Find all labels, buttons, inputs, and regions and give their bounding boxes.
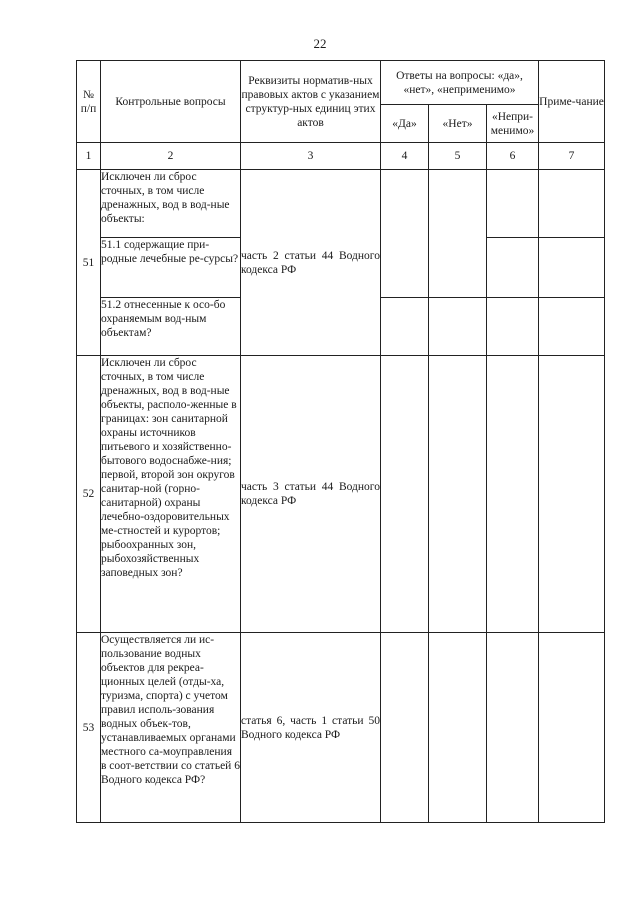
answer-yes-cell[interactable] [381,170,429,298]
subquestion-text: 51.1 содержащие при-родные лечебные ре-сурсы? [101,238,241,298]
subquestion-text: 51.2 отнесенные к осо-бо охраняемым вод-ным объектам? [101,298,241,356]
answer-yes-cell[interactable] [381,633,429,823]
column-number: 2 [101,143,241,170]
row-number: 52 [77,356,101,633]
legal-act-reference: статья 6, часть 1 статьи 50 Водного кодекса РФ [241,633,381,823]
answer-na-cell[interactable] [487,238,539,298]
answer-na-cell[interactable] [487,633,539,823]
answer-na-cell[interactable] [487,298,539,356]
answer-na-cell[interactable] [487,170,539,238]
note-cell[interactable] [539,238,605,298]
column-number: 7 [539,143,605,170]
header-yes: «Да» [381,105,429,143]
row-number: 51 [77,170,101,356]
legal-act-reference: часть 3 статьи 44 Водного кодекса РФ [241,356,381,633]
header-answers: Ответы на вопросы: «да», «нет», «неприменимо» [381,61,539,105]
note-cell[interactable] [539,633,605,823]
header-questions: Контрольные вопросы [101,61,241,143]
column-number-row [77,143,605,170]
page-number: 22 [313,36,327,51]
answer-no-cell[interactable] [429,356,487,633]
checklist-table [76,60,605,823]
table-row [77,170,605,238]
column-number: 4 [381,143,429,170]
question-text: Осуществляется ли ис-пользование водных объектов для рекреа-ционных целей (отды-ха, туризма, спорта) с учетом правил исполь-зования водных объек-тов, устанавливаемых органами местного са-моуправления в соот-ветствии со статьей 6 Водного кодекса РФ? [101,633,241,823]
table-row [77,633,605,823]
column-number: 5 [429,143,487,170]
header-no: «Нет» [429,105,487,143]
column-number: 6 [487,143,539,170]
column-number: 3 [241,143,381,170]
answer-no-cell[interactable] [429,170,487,298]
header-number: № п/п [77,61,101,143]
answer-no-cell[interactable] [429,298,487,356]
legal-act-reference: часть 2 статьи 44 Водного кодекса РФ [241,170,381,356]
column-number: 1 [77,143,101,170]
table-row [77,356,605,633]
answer-no-cell[interactable] [429,633,487,823]
question-text: Исключен ли сброс сточных, в том числе дренажных, вод в вод-ные объекты: [101,170,241,238]
answer-yes-cell[interactable] [381,356,429,633]
answer-yes-cell[interactable] [381,298,429,356]
header-note: Приме-чание [539,61,605,143]
note-cell[interactable] [539,356,605,633]
row-number: 53 [77,633,101,823]
note-cell[interactable] [539,170,605,238]
answer-na-cell[interactable] [487,356,539,633]
note-cell[interactable] [539,298,605,356]
header-acts: Реквизиты норматив-ных правовых актов с указанием структур-ных единиц этих актов [241,61,381,143]
header-row-1 [77,61,605,105]
question-text: Исключен ли сброс сточных, в том числе дренажных, вод в вод-ные объекты, располо-женные в границах: зон санитарной охраны источников питьевого и хозяйственно-бытового водоснабже-ния; первой, второй зон округов санитар-ной (горно-санитарной) охраны лечебно-оздоровительных ме-стностей и курортов; рыбоохранных зон, рыбохозяйственных заповедных зон? [101,356,241,633]
header-na: «Непри-менимо» [487,105,539,143]
